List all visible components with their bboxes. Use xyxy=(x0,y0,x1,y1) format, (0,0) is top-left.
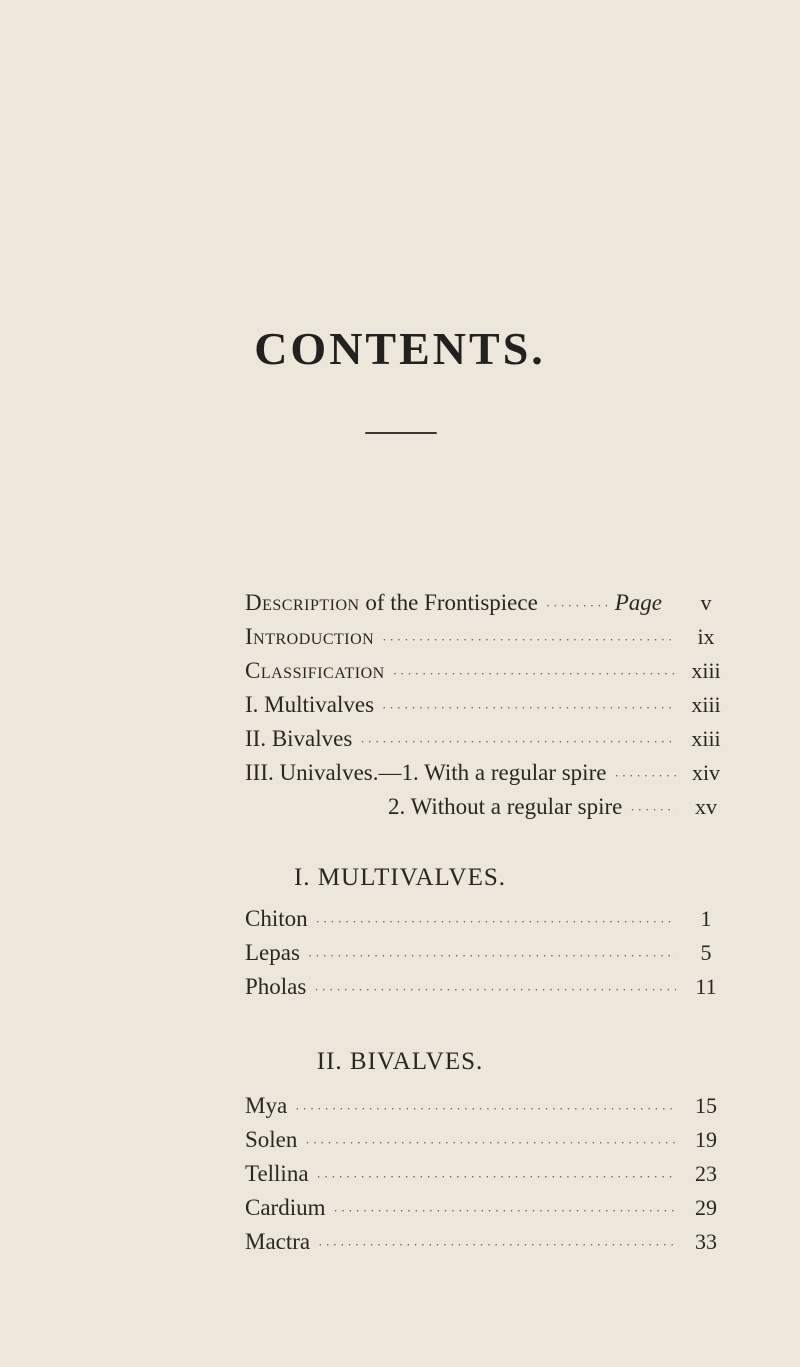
toc-entry-tellina xyxy=(245,1161,728,1191)
toc-entry-page: 11 xyxy=(695,974,717,999)
toc-entry-page: v xyxy=(700,590,712,615)
toc-entry-label: Mactra xyxy=(245,1229,311,1254)
toc-entry-mya xyxy=(245,1093,728,1123)
leader-dots xyxy=(614,768,676,784)
toc-entry-page: 23 xyxy=(695,1161,717,1186)
toc-entry-label: Classification xyxy=(245,658,385,683)
toc-entry-page: 15 xyxy=(695,1093,717,1118)
page-title: CONTENTS. xyxy=(254,323,546,374)
toc-entry-label: Pholas xyxy=(245,974,307,999)
section-heading-multivalves: I. MULTIVALVES. xyxy=(293,864,507,891)
toc-entry-univalves xyxy=(245,760,728,790)
toc-entry-label: III. Univalves.—1. With a regular spire xyxy=(245,760,607,785)
toc-entry-bivalves xyxy=(245,726,728,756)
toc-entry-introduction xyxy=(245,624,728,654)
toc-entry-page: ix xyxy=(697,624,715,649)
toc-entry-label: Description of the Frontispiece xyxy=(245,590,538,615)
toc-entry-cardium xyxy=(245,1195,728,1225)
toc-entry-page: xiii xyxy=(691,726,721,751)
toc-entry-page: xiii xyxy=(691,658,721,683)
leader-dots xyxy=(295,1101,676,1117)
section-heading-bivalves: II. BIVALVES. xyxy=(316,1048,484,1075)
title-rule xyxy=(365,432,437,434)
leader-dots xyxy=(334,1203,677,1219)
toc-entry-multivalves xyxy=(245,692,728,722)
leader-dots xyxy=(314,982,676,998)
toc-entry-lepas xyxy=(245,940,728,970)
page-heading: Page xyxy=(614,590,662,615)
toc-entry-label: Tellina xyxy=(245,1161,309,1186)
leader-dots xyxy=(382,632,676,648)
toc-entry-label: I. Multivalves xyxy=(245,692,375,717)
leader-dots xyxy=(393,666,676,682)
toc-entry-description xyxy=(245,590,728,620)
toc-entry-page: xiv xyxy=(691,760,721,785)
leader-dots xyxy=(318,1237,676,1253)
leader-dots xyxy=(316,914,676,930)
toc-entry-label: 2. Without a regular spire xyxy=(388,794,623,819)
toc-entry-page: xiii xyxy=(691,692,721,717)
toc-entry-page: xv xyxy=(695,794,717,819)
toc-entry-page: 5 xyxy=(700,940,712,965)
toc-entry-label: Mya xyxy=(245,1093,288,1118)
toc-entry-page: 29 xyxy=(695,1195,717,1220)
toc-entry-classification xyxy=(245,658,728,688)
toc-entry-univalves-2 xyxy=(388,794,728,824)
toc-entry-label: Chiton xyxy=(245,906,308,931)
toc-entry-page: 33 xyxy=(695,1229,717,1254)
toc-entry-solen xyxy=(245,1127,728,1157)
toc-entry-label: II. Bivalves xyxy=(245,726,353,751)
leader-dots xyxy=(360,734,676,750)
toc-entry-label: Lepas xyxy=(245,940,300,965)
leader-dots xyxy=(630,802,676,818)
leader-dots xyxy=(317,1169,676,1185)
toc-entry-label: Cardium xyxy=(245,1195,326,1220)
toc-entry-label: Solen xyxy=(245,1127,298,1152)
toc-entry-chiton xyxy=(245,906,728,936)
leader-dots xyxy=(546,598,607,614)
toc-entry-pholas xyxy=(245,974,728,1004)
toc-entry-page: 1 xyxy=(700,906,712,931)
toc-entry-page: 19 xyxy=(695,1127,717,1152)
leader-dots xyxy=(305,1135,676,1151)
leader-dots xyxy=(308,948,676,964)
leader-dots xyxy=(382,700,676,716)
toc-entry-label: Introduction xyxy=(245,624,375,649)
toc-entry-mactra xyxy=(245,1229,728,1259)
